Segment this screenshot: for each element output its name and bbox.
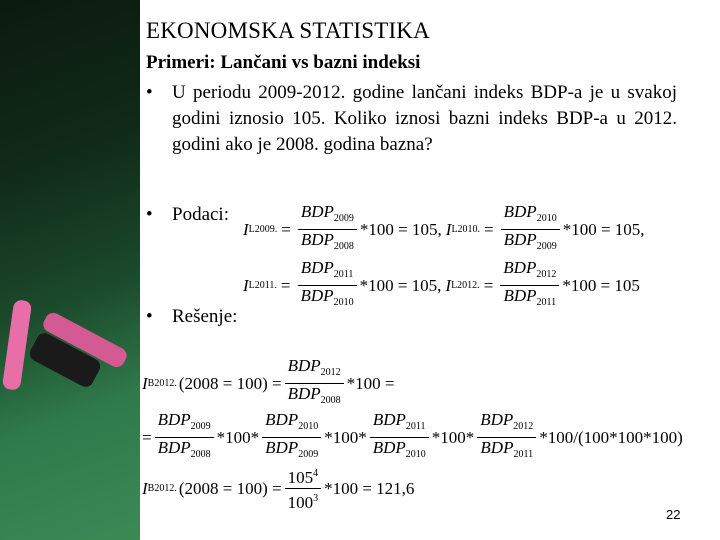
solution-step-1 (142, 356, 394, 411)
bdp-label: BDP (503, 230, 537, 249)
chalk-piece-pink (2, 299, 32, 391)
fraction (298, 202, 357, 257)
bdp-label: BDP (157, 410, 191, 429)
year-subscript: 2009 (190, 421, 211, 432)
bdp-label: BDP (372, 438, 406, 457)
year-subscript: 2010 (298, 421, 319, 432)
bdp-label: BDP (480, 410, 514, 429)
exponent: 3 (313, 493, 319, 504)
index-subscript: L2009. (248, 224, 278, 235)
index-subscript: B2012. (147, 378, 177, 389)
year-subscript: 2011 (513, 449, 534, 460)
bdp-label: BDP (503, 258, 537, 277)
bdp-label: BDP (265, 410, 299, 429)
equals-sign: = (483, 275, 494, 295)
index-symbol: I (243, 219, 249, 239)
fraction (500, 258, 559, 313)
fraction (285, 356, 344, 411)
solution-label: Rešenje: (172, 306, 238, 327)
fraction (501, 202, 560, 257)
result-value: *100 = 121,6 (324, 478, 415, 498)
year-subscript: 2009 (298, 449, 319, 460)
denominator-base: 100 (287, 493, 314, 512)
index-symbol: I (243, 275, 249, 295)
bdp-label: BDP (287, 384, 321, 403)
equation-value: *100 = 105 (562, 275, 640, 295)
fraction (262, 410, 321, 465)
equals-sign: = (281, 219, 291, 239)
base-expression: (2008 = 100) = (178, 373, 282, 393)
index-subscript: L2011. (248, 280, 277, 291)
bdp-label: BDP (287, 356, 321, 375)
year-subscript: 2010 (536, 213, 557, 224)
divisor-expression: *100/(100*100*100) (539, 427, 683, 447)
solution-step-3 (142, 464, 414, 513)
equation-value: *100 = 105, (562, 219, 645, 239)
page-number: 22 (666, 507, 681, 522)
year-subscript: 2010 (333, 297, 354, 308)
multiplier: *100* (431, 427, 475, 447)
equation-value: *100 = (346, 373, 395, 393)
year-subscript: 2010 (405, 449, 426, 460)
equals-sign: = (280, 275, 291, 295)
equation-value: *100 = 105, (359, 219, 442, 239)
question-text: U periodu 2009-2012. godine lančani indeks BDP-a je u svakoj godini iznosio 105. Koliko iznosi bazni indeks BDP-a u 2012. godini ako je 2008. godina bazna? (172, 82, 677, 155)
bdp-label: BDP (503, 286, 537, 305)
equation-l2011-l2012 (243, 258, 640, 313)
year-subscript: 2012 (513, 421, 534, 432)
year-subscript: 2011 (333, 269, 354, 280)
equals-sign: = (142, 427, 152, 447)
bdp-label: BDP (265, 438, 299, 457)
bullet-dot: • (146, 82, 153, 103)
fraction (285, 464, 322, 513)
year-subscript: 2009 (333, 213, 354, 224)
year-subscript: 2012 (320, 367, 341, 378)
bdp-label: BDP (300, 202, 334, 221)
data-label: Podaci: (172, 204, 229, 225)
bdp-label: BDP (480, 438, 514, 457)
year-subscript: 2012 (536, 269, 557, 280)
year-subscript: 2008 (333, 241, 354, 252)
year-subscript: 2009 (536, 241, 557, 252)
year-subscript: 2011 (536, 297, 557, 308)
fraction (298, 258, 357, 313)
year-subscript: 2008 (190, 449, 211, 460)
chalkboard-decoration (0, 0, 140, 540)
fraction (370, 410, 429, 465)
index-symbol: I (445, 219, 452, 239)
multiplier: *100* (324, 427, 367, 447)
bdp-label: BDP (503, 202, 537, 221)
bdp-label: BDP (157, 438, 191, 457)
base-expression: (2008 = 100) = (178, 478, 282, 498)
bullet-dot: • (146, 204, 153, 225)
equals-sign: = (484, 219, 494, 239)
index-subscript: B2012. (147, 483, 177, 494)
equation-value: *100 = 105, (359, 275, 442, 295)
multiplier: *100* (216, 427, 260, 447)
numerator-base: 105 (287, 468, 314, 487)
index-symbol: I (445, 275, 452, 295)
slide-title: EKONOMSKA STATISTIKA (146, 18, 430, 43)
slide-subtitle: Primeri: Lančani vs bazni indeksi (146, 52, 421, 73)
bdp-label: BDP (300, 258, 334, 277)
bdp-label: BDP (300, 230, 334, 249)
bdp-label: BDP (300, 286, 334, 305)
index-subscript: L2012. (451, 280, 480, 291)
index-symbol: I (142, 373, 148, 393)
solution-step-2 (142, 410, 683, 465)
year-subscript: 2011 (405, 421, 426, 432)
index-symbol: I (142, 478, 148, 498)
index-subscript: L2010. (451, 224, 481, 235)
fraction (155, 410, 214, 465)
fraction (477, 410, 536, 465)
bullet-dot: • (146, 306, 153, 327)
exponent: 4 (313, 468, 319, 479)
bdp-label: BDP (372, 410, 406, 429)
year-subscript: 2008 (320, 395, 341, 406)
equation-l2009-l2010 (243, 202, 645, 257)
